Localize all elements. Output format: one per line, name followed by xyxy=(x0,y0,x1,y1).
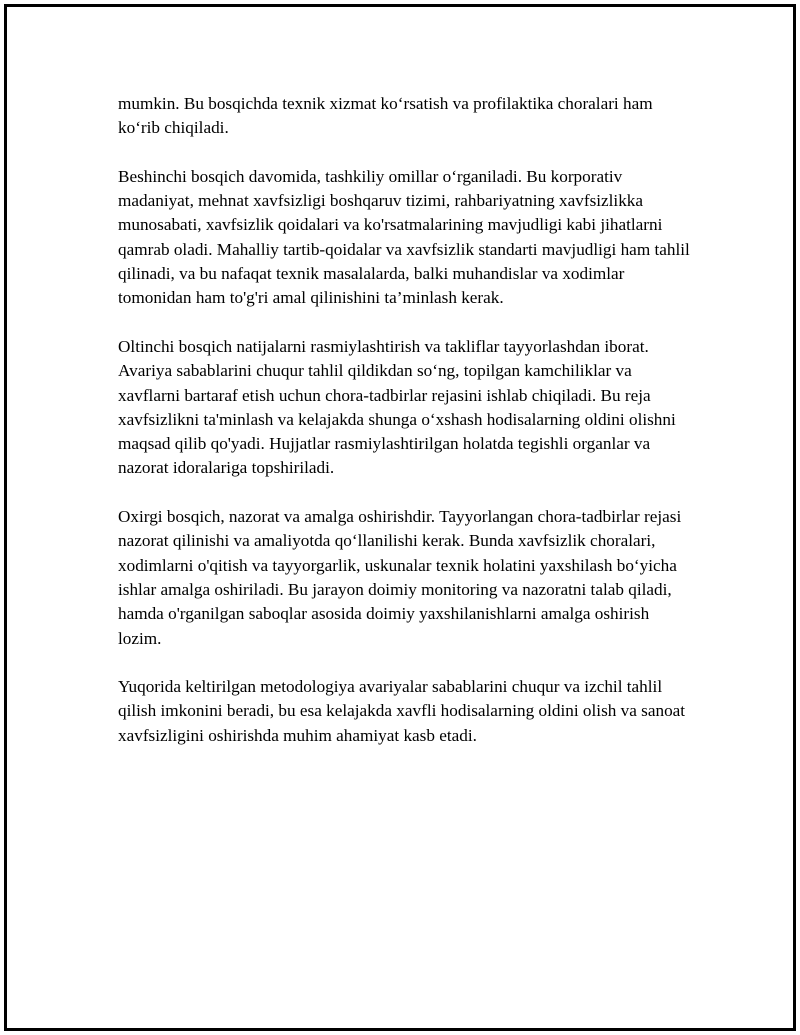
paragraph-5: Yuqorida keltirilgan metodologiya avariyalar sabablarini chuqur va izchil tahlil qilish imkonini beradi, bu esa kelajakda xavfli hodisalarning oldini olish va sanoat xavfsizligini oshirishda muhim ahamiyat kasb etadi. xyxy=(118,677,686,745)
paragraph-4: Oxirgi bosqich, nazorat va amalga oshirishdir. Tayyorlangan chora-tadbirlar rejasi nazorat qilinishi va amaliyotda qo‘llanilishi kerak. Bunda xavfsizlik choralari, xodimlarni o'qitish va tayyorgarlik, uskunalar texnik holatini yaxshilash bo‘yicha ishlar amalga oshiriladi. Bu jarayon doimiy monitoring va nazoratni talab qiladi, hamda o'rganilgan saboqlar asosida doimiy yaxshilanishlarni amalga oshirish lozim. xyxy=(118,507,682,648)
paragraph-2: Beshinchi bosqich davomida, tashkiliy omillar o‘rganiladi. Bu korporativ madaniyat, mehnat xavfsizligi boshqaruv tizimi, rahbariyatning xavfsizlikka munosabati, xavfsizlik qoidalari va ko'rsatmalarining mavjudligi kabi jihatlarni qamrab oladi. Mahalliy tartib-qoidalar va xavfsizlik standarti mavjudligi ham tahlil qilinadi, va bu nafaqat texnik masalalarda, balki muhandislar va xodimlar tomonidan ham to'g'ri amal qilinishini ta’minlash kerak. xyxy=(118,166,690,308)
paragraph-1: mumkin. Bu bosqichda texnik xizmat ko‘rsatish va profilaktika choralari ham ko‘rib chiqiladi. xyxy=(118,94,653,138)
paragraph-3: Oltinchi bosqich natijalarni rasmiylashtirish va takliflar tayyorlashdan iborat. Avariya sabablarini chuqur tahlil qildikdan so‘ng, topilgan kamchiliklar va xavflarni bartaraf etish uchun chora-tadbirlar rejasini ishlab chiqiladi. Bu reja xavfsizlikni ta'minlash va kelajakda shunga o‘xshash hodisalarning oldini olishni maqsad qilib qo'yadi. Hujjatlar rasmiylashtirilgan holatda tegishli organlar va nazorat idoralariga topshiriladi. xyxy=(118,336,676,478)
document-body xyxy=(118,92,690,772)
